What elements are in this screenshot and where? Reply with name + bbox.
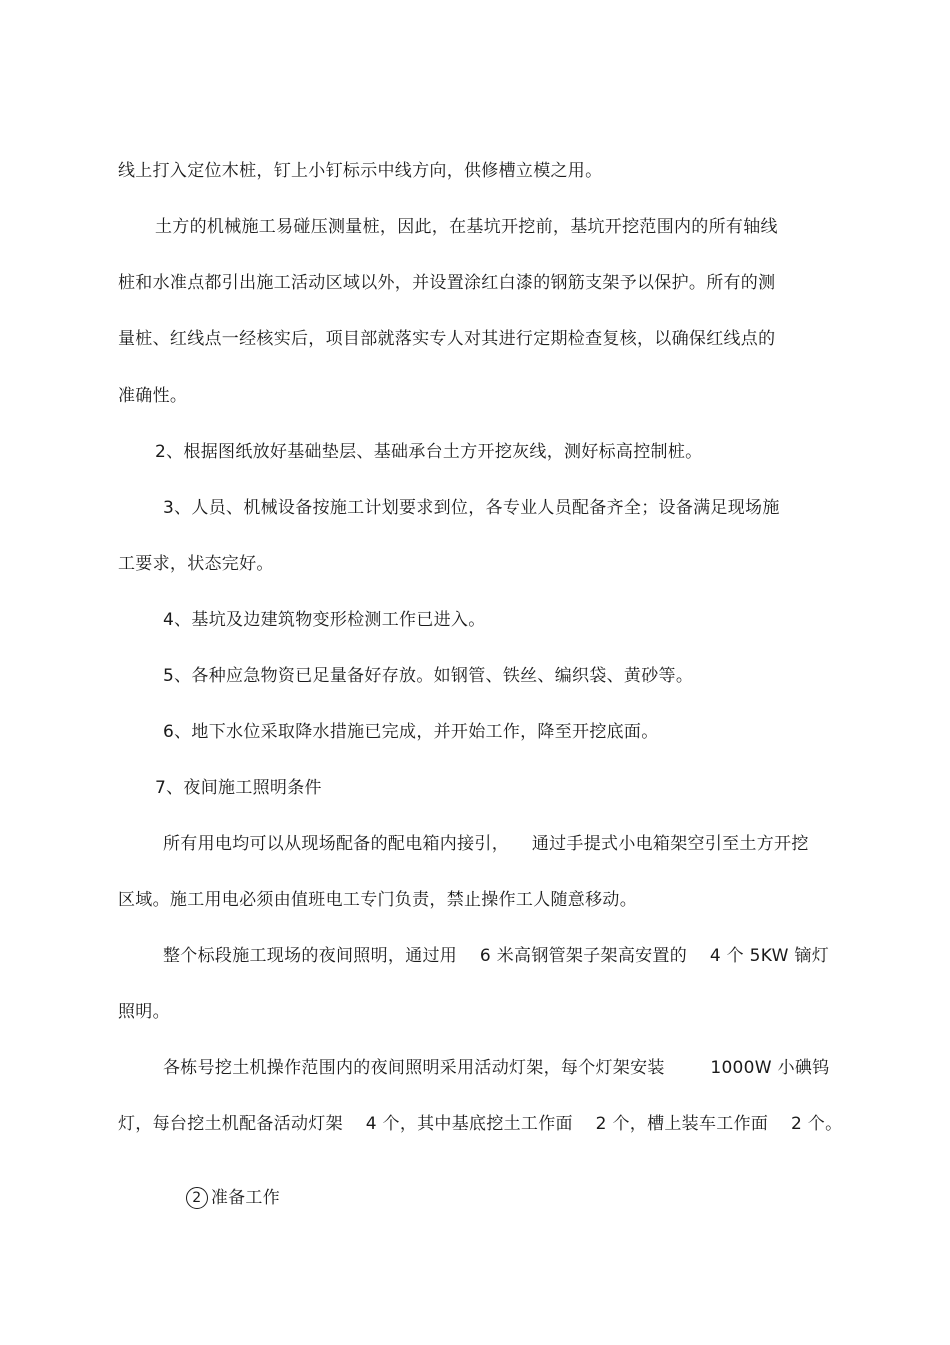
text-line-11: 6、地下水位采取降水措施已完成，并开始工作，降至开挖底面。 bbox=[163, 722, 659, 742]
text-line-1: 线上打入定位木桩，钉上小钉标示中线方向，供修槽立模之用。 bbox=[118, 161, 603, 181]
text-line-14: 区域。施工用电必须由值班电工专门负责，禁止操作工人随意移动。 bbox=[118, 890, 637, 910]
text-line-10: 5、各种应急物资已足量备好存放。如钢管、铁丝、编织袋、黄砂等。 bbox=[163, 666, 694, 686]
text-line-5: 准确性。 bbox=[118, 386, 188, 406]
section-heading bbox=[163, 1162, 280, 1234]
text-line-9: 4、基坑及边建筑物变形检测工作已进入。 bbox=[163, 610, 486, 630]
text-line-2: 土方的机械施工易碰压测量桩，因此，在基坑开挖前，基坑开挖范围内的所有轴线 bbox=[155, 217, 778, 237]
text-line-8: 工要求，状态完好。 bbox=[118, 554, 274, 574]
circled-number-marker: 2 bbox=[186, 1187, 208, 1209]
text-line-7: 3、人员、机械设备按施工计划要求到位，各专业人员配备齐全；设备满足现场施 bbox=[163, 498, 780, 518]
text-line-4: 量桩、红线点一经核实后，项目部就落实专人对其进行定期检查复核，以确保红线点的 bbox=[118, 329, 776, 349]
text-line-3: 桩和水准点都引出施工活动区域以外，并设置涂红白漆的钢筋支架予以保护。所有的测 bbox=[118, 273, 776, 293]
text-line-15: 整个标段施工现场的夜间照明，通过用 6 米高钢管架子架高安置的 4 个 5KW 镝灯 bbox=[163, 946, 830, 966]
text-line-16: 照明。 bbox=[118, 1002, 170, 1022]
text-line-18: 灯，每台挖土机配备活动灯架 4 个，其中基底挖土工作面 2 个，槽上装车工作面 2 个。 bbox=[118, 1114, 843, 1134]
text-line-12: 7、夜间施工照明条件 bbox=[155, 778, 322, 798]
text-line-17: 各栋号挖土机操作范围内的夜间照明采用活动灯架，每个灯架安装 1000W 小碘钨 bbox=[163, 1058, 830, 1078]
text-line-6: 2、根据图纸放好基础垫层、基础承台土方开挖灰线，测好标高控制桩。 bbox=[155, 442, 703, 462]
text-line-13: 所有用电均可以从现场配备的配电箱内接引， 通过手提式小电箱架空引至土方开挖 bbox=[163, 834, 809, 854]
section-title: 准备工作 bbox=[210, 1188, 281, 1208]
